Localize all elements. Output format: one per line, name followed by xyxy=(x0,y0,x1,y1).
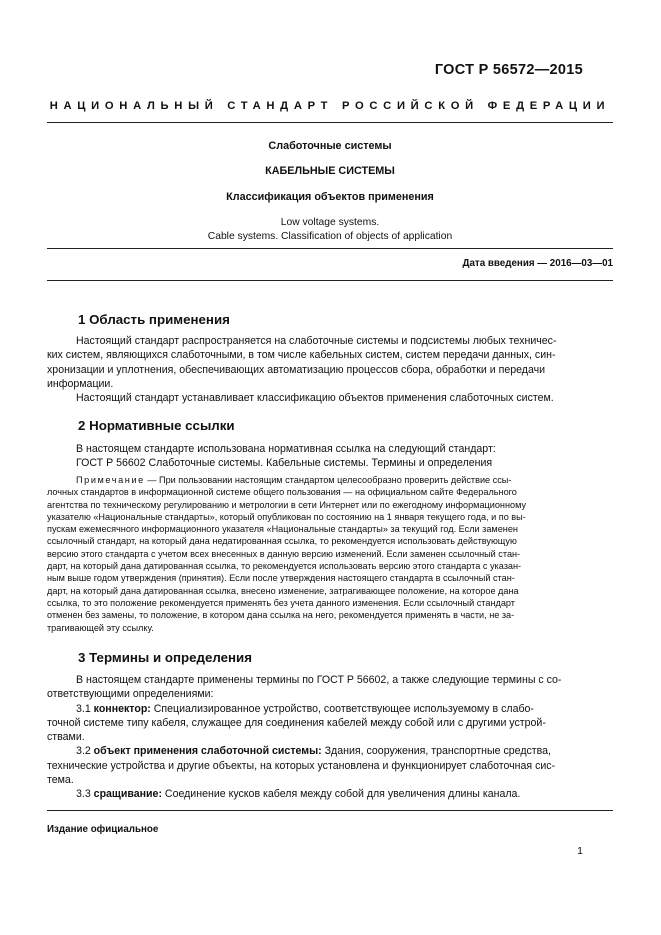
term-3-1-def: Специализированное устройство, соответствующее используемому в слабо- xyxy=(150,702,534,715)
term-3-2-def: Здания, сооружения, транспортные средства, xyxy=(321,745,551,758)
note-line-5: пускам ежемесячного информационного указателя «Национальные стандарты» за текущий год. Если заменен xyxy=(47,524,518,535)
section-3-p1-line-2: ответствующими определениями: xyxy=(47,688,214,701)
english-title-line-1: Low voltage systems. xyxy=(280,217,380,228)
note-line-1: — При пользовании настоящим стандартом целесообразно проверить действие ссы- xyxy=(144,475,512,485)
page-number: 1 xyxy=(577,845,583,857)
term-3-2-line-2: технические устройства и другие объекты, на которых установлена и функционирует слаботочная сис- xyxy=(47,759,556,772)
term-3-3-def: Соединение кусков кабеля между собой для увеличения длины канала. xyxy=(161,788,521,801)
introduction-date: Дата введения — 2016—03—01 xyxy=(462,258,613,269)
section-1-p2: Настоящий стандарт устанавливает классификацию объектов применения слаботочных систем. xyxy=(76,392,554,405)
term-3-2-line-3: тема. xyxy=(47,774,74,787)
term-3-1-term: коннектор: xyxy=(93,702,151,715)
section-2-body xyxy=(76,442,584,471)
note-line-8: дарт, на который дана датированная ссылка, то рекомендуется использовать версию этого стандарта с указан- xyxy=(47,561,522,572)
term-3-2-number: 3.2 xyxy=(76,745,94,758)
section-1-heading: 1 Область применения xyxy=(78,312,230,327)
national-standard-banner: НАЦИОНАЛЬНЫЙ СТАНДАРТ РОССИЙСКОЙ ФЕДЕРАЦИИ xyxy=(49,100,611,112)
official-edition-label: Издание официальное xyxy=(47,824,159,835)
section-1-p1-line-4: информации. xyxy=(47,377,114,390)
note-line-9: ным выше годом утверждения (принятия). Если после утверждения настоящего стандарта в ссылочный стан- xyxy=(47,573,515,584)
english-title xyxy=(47,216,613,243)
term-3-1-line-2: точной системе типу кабеля, служащее для соединения кабелей между собой или с другими устрой- xyxy=(47,716,546,729)
note-label: Примечание xyxy=(76,475,145,485)
section-2-p2: ГОСТ Р 56602 Слаботочные системы. Кабельные системы. Термины и определения xyxy=(76,457,493,470)
term-3-3-number: 3.3 xyxy=(76,788,94,801)
section-1-p1-line-1: Настоящий стандарт распространяется на слаботочные системы и подсистемы любых техничес- xyxy=(76,335,557,347)
section-2-heading: 2 Нормативные ссылки xyxy=(78,418,235,433)
term-3-1-line-3: ствами. xyxy=(47,731,85,744)
note-line-12: отменен без замены, то положение, в котором дана ссылка на него, рекомендуется применять в части, не за- xyxy=(47,610,515,621)
note-line-4: указателю «Национальные стандарты», который опубликован по состоянию на 1 января текущего года, и по вы- xyxy=(47,511,526,522)
section-1-body xyxy=(47,334,584,405)
note-line-7: версию этого стандарта с учетом всех внесенных в данную версию изменений. Если заменен ссылочный стан- xyxy=(47,548,521,559)
note-line-10: дарт, на который дана датированная ссылка, внесено изменение, затрагивающее положение, на которое дана xyxy=(47,585,519,596)
section-3-body xyxy=(47,673,584,802)
section-3-heading: 3 Термины и определения xyxy=(78,650,252,665)
term-3-1-line-1 xyxy=(76,702,584,716)
note-line-13: трагивающей эту ссылку. xyxy=(47,622,154,633)
note-line-6: ссылочный стандарт, на который дана недатированная ссылка, то рекомендуется использовать действующую xyxy=(47,536,517,547)
note-line-3: агентства по техническому регулированию и метрологии в сети Интернет или по ежегодному информационному xyxy=(47,499,527,510)
term-3-2-line-1 xyxy=(76,744,584,758)
title-divider xyxy=(47,248,613,249)
footer-divider xyxy=(47,810,613,811)
section-1-p1-line-2: ких систем, являющихся слаботочными, в том числе кабельных систем, систем передачи данных, син- xyxy=(47,349,556,362)
section-3-p1-line-1: В настоящем стандарте применены термины по ГОСТ Р 56602, а также следующие термины с со- xyxy=(76,674,562,686)
term-3-3-term: сращивание: xyxy=(93,788,162,801)
note-line-2: лочных стандартов в информационной системе общего пользования — на официальном сайте Федерального xyxy=(47,487,517,498)
term-3-3-line-1 xyxy=(76,787,584,801)
section-1-p1-line-3: хронизации и уплотнения, обеспечивающих автоматизацию процессов сбора, обработки и передачи xyxy=(47,363,546,376)
english-title-line-2: Cable systems. Classification of objects of application xyxy=(207,230,453,242)
title-line-1: Слаботочные системы xyxy=(268,140,392,152)
term-3-1-number: 3.1 xyxy=(76,702,94,715)
document-number: ГОСТ Р 56572—2015 xyxy=(434,62,583,78)
term-3-2-term: объект применения слаботочной системы: xyxy=(93,745,322,758)
title-line-3: Классификация объектов применения xyxy=(226,191,434,203)
title-line-2: КАБЕЛЬНЫЕ СИСТЕМЫ xyxy=(265,165,395,177)
section-2-note xyxy=(47,474,584,634)
date-divider xyxy=(47,280,613,281)
note-line-11: ссылка, то это положение рекомендуется применять без учета данного изменения. Если ссылочный стандарт xyxy=(47,597,515,608)
header-divider xyxy=(47,122,613,123)
section-2-p1: В настоящем стандарте использована нормативная ссылка на следующий стандарт: xyxy=(76,443,496,455)
